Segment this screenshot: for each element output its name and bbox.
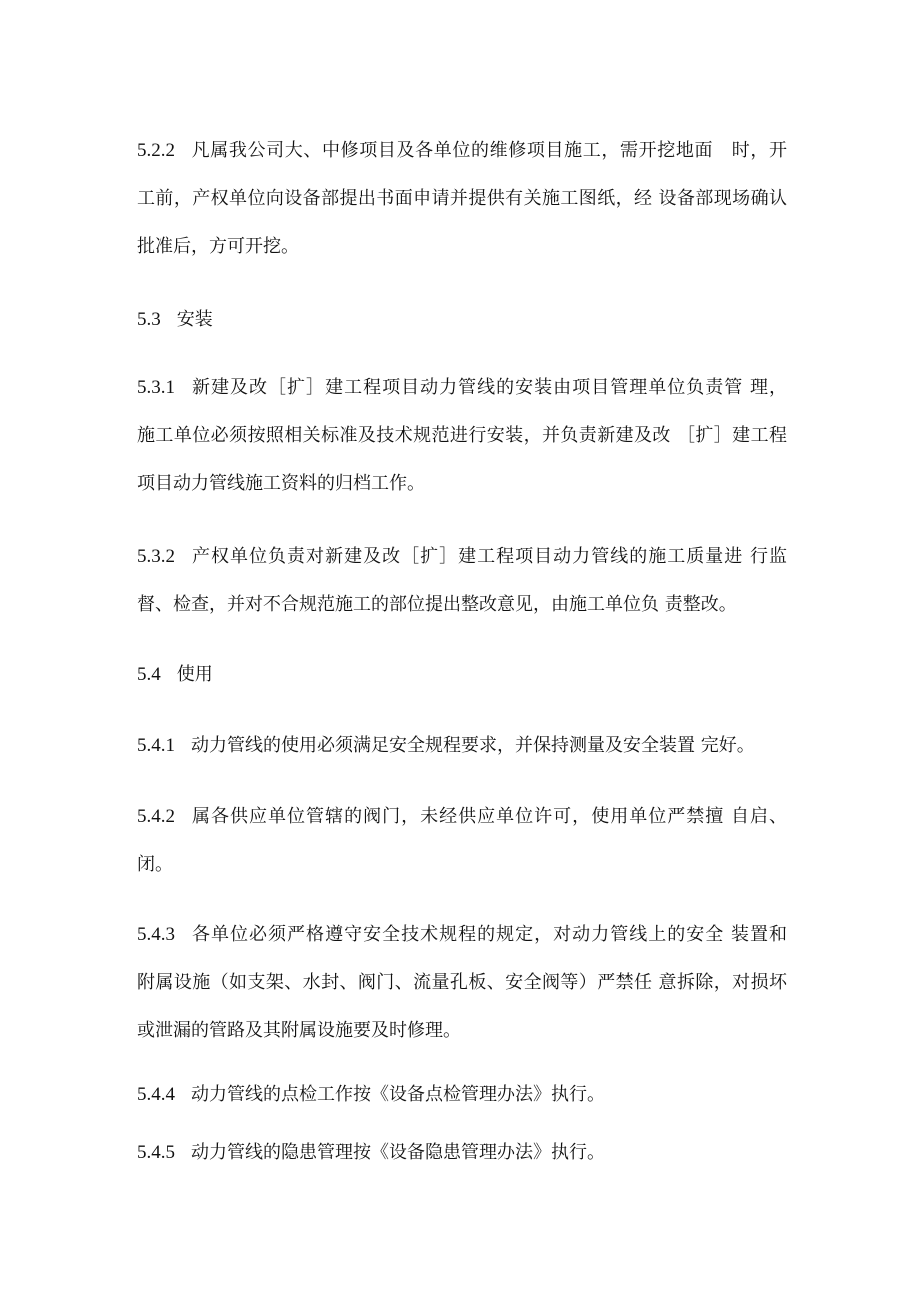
section-number: 5.4: [137, 664, 161, 685]
section-number: 5.2.2: [137, 140, 175, 161]
section-number: 5.3.1: [137, 377, 175, 398]
paragraph-text: 属各供应单位管辖的阀门，未经供应单位许可，使用单位严禁擅 自启、: [191, 806, 787, 827]
paragraph-5-4-3: [137, 917, 787, 1049]
section-heading-5-4: [137, 657, 787, 693]
paragraph-5-3-2: [137, 539, 787, 623]
paragraph-text: 新建及改［扩］建工程项目动力管线的安装由项目管理单位负责管 理，: [191, 377, 787, 398]
section-heading-5-3: [137, 302, 787, 338]
section-number: 5.3: [137, 309, 161, 330]
paragraph-text: 产权单位负责对新建及改［扩］建工程项目动力管线的施工质量进 行监: [191, 546, 787, 567]
paragraph-line: [137, 587, 787, 623]
paragraph-text: 动力管线的点检工作按《设备点检管理办法》执行。: [191, 1084, 605, 1105]
section-number: 5.4.4: [137, 1084, 175, 1105]
heading-line: [137, 657, 787, 693]
section-number: 5.4.3: [137, 924, 175, 945]
paragraph-text: 工前，产权单位向设备部提出书面申请并提供有关施工图纸，经 设备部现场确认: [137, 188, 787, 209]
paragraph-line: [137, 917, 787, 953]
paragraph-text: 或泄漏的管路及其附属设施要及时修理。: [137, 1020, 461, 1041]
paragraph-5-4-1: [137, 728, 787, 764]
paragraph-5-2-2: [137, 133, 787, 265]
paragraph-line: [137, 1135, 787, 1171]
section-number: 5.3.2: [137, 546, 175, 567]
paragraph-line: [137, 229, 787, 265]
paragraph-text: 动力管线的隐患管理按《设备隐患管理办法》执行。: [191, 1142, 605, 1163]
paragraph-line: [137, 728, 787, 764]
paragraph-text: 督、检查，并对不合规范施工的部位提出整改意见，由施工单位负 责整改。: [137, 594, 737, 615]
paragraph-text: 附属设施（如支架、水封、阀门、流量孔板、安全阀等）严禁任 意拆除，对损坏: [137, 972, 787, 993]
section-title: 安装: [176, 309, 213, 330]
paragraph-5-4-5: [137, 1135, 787, 1171]
paragraph-text: 动力管线的使用必须满足安全规程要求，并保持测量及安全装置 完好。: [191, 735, 755, 756]
paragraph-line: [137, 799, 787, 835]
paragraph-line: [137, 539, 787, 575]
paragraph-text: 闭。: [137, 854, 173, 875]
section-title: 使用: [176, 664, 213, 685]
paragraph-line: [137, 466, 787, 502]
paragraph-line: [137, 418, 787, 454]
paragraph-line: [137, 847, 787, 883]
paragraph-5-4-4: [137, 1077, 787, 1113]
paragraph-text: 施工单位必须按照相关标准及技术规范进行安装，并负责新建及改 ［扩］建工程: [137, 425, 787, 446]
paragraph-text: 批准后，方可开挖。: [137, 236, 299, 257]
section-number: 5.4.2: [137, 806, 175, 827]
section-number: 5.4.1: [137, 735, 175, 756]
paragraph-line: [137, 1013, 787, 1049]
paragraph-5-4-2: [137, 799, 787, 883]
paragraph-line: [137, 1077, 787, 1113]
paragraph-line: [137, 133, 787, 169]
heading-line: [137, 302, 787, 338]
section-number: 5.4.5: [137, 1142, 175, 1163]
paragraph-text: 各单位必须严格遵守安全技术规程的规定，对动力管线上的安全 装置和: [191, 924, 787, 945]
paragraph-line: [137, 370, 787, 406]
paragraph-5-3-1: [137, 370, 787, 502]
paragraph-text: 凡属我公司大、中修项目及各单位的维修项目施工，需开挖地面 时，开: [191, 140, 787, 161]
paragraph-text: 项目动力管线施工资料的归档工作。: [137, 473, 425, 494]
paragraph-line: [137, 181, 787, 217]
paragraph-line: [137, 965, 787, 1001]
